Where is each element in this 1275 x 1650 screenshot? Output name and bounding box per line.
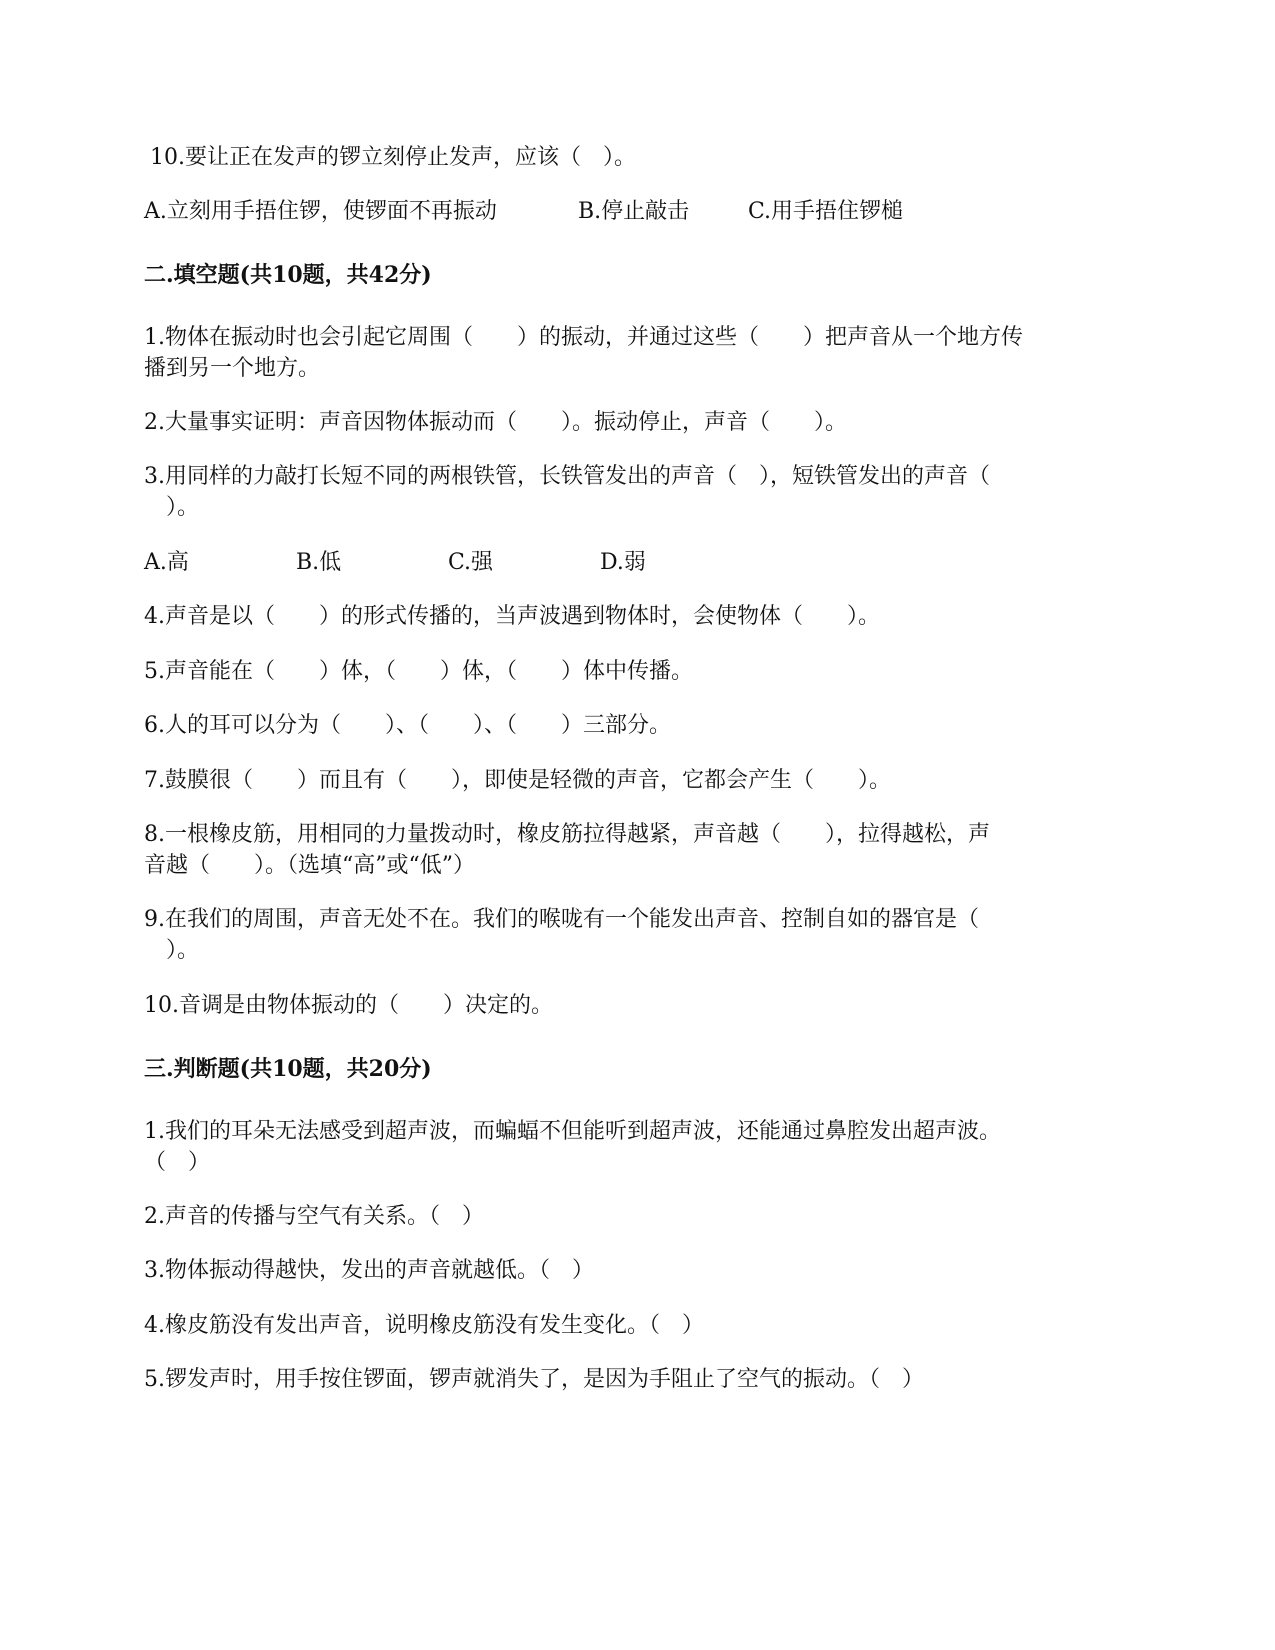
fill-q3-option-b: B.低 bbox=[296, 550, 342, 575]
fill-q4: 4.声音是以（ ）的形式传播的，当声波遇到物体时，会使物体（ ）。 bbox=[144, 604, 880, 629]
fill-q1-line1: 1.物体在振动时也会引起它周围（ ）的振动，并通过这些（ ）把声音从一个地方传 bbox=[144, 325, 1023, 350]
fill-q6: 6.人的耳可以分为（ ）、（ ）、（ ）三部分。 bbox=[144, 713, 671, 738]
judge-q5: 5.锣发声时，用手按住锣面，锣声就消失了，是因为手阻止了空气的振动。（ ） bbox=[144, 1367, 924, 1392]
fill-q9-line2: ）。 bbox=[144, 938, 200, 963]
fill-q10: 10.音调是由物体振动的（ ）决定的。 bbox=[144, 993, 553, 1018]
fill-q3-option-a: A.高 bbox=[144, 550, 189, 575]
fill-q8-line2: 音越（ ）。（选填“高”或“低”） bbox=[144, 853, 475, 878]
judge-q3: 3.物体振动得越快，发出的声音就越低。（ ） bbox=[144, 1258, 594, 1283]
exam-page bbox=[144, 0, 1130, 1650]
section-3-heading: 三.判断题(共10题，共20分) bbox=[144, 1056, 432, 1082]
section-2-heading: 二.填空题(共10题，共42分) bbox=[144, 262, 432, 288]
fill-q3-option-c: C.强 bbox=[448, 550, 494, 575]
option-c: C.用手捂住锣槌 bbox=[748, 199, 904, 224]
option-a: A.立刻用手捂住锣，使锣面不再振动 bbox=[144, 199, 497, 224]
fill-q5: 5.声音能在（ ）体，（ ）体，（ ）体中传播。 bbox=[144, 659, 693, 684]
judge-q1-line2: （ ） bbox=[144, 1150, 211, 1175]
judge-q1-line1: 1.我们的耳朵无法感受到超声波，而蝙蝠不但能听到超声波，还能通过鼻腔发出超声波。 bbox=[144, 1119, 1001, 1144]
fill-q1-line2: 播到另一个地方。 bbox=[144, 356, 321, 381]
judge-q4: 4.橡皮筋没有发出声音，说明橡皮筋没有发生变化。（ ） bbox=[144, 1313, 704, 1338]
judge-q2: 2.声音的传播与空气有关系。（ ） bbox=[144, 1204, 484, 1229]
fill-q2: 2.大量事实证明：声音因物体振动而（ ）。振动停止，声音（ ）。 bbox=[144, 410, 847, 435]
fill-q9-line1: 9.在我们的周围，声音无处不在。我们的喉咙有一个能发出声音、控制自如的器官是（ bbox=[144, 907, 979, 932]
fill-q3-line2: ）。 bbox=[144, 495, 200, 520]
question-10-choice: 10.要让正在发声的锣立刻停止发声，应该（ ）。 bbox=[150, 145, 636, 170]
fill-q8-line1: 8.一根橡皮筋，用相同的力量拨动时，橡皮筋拉得越紧，声音越（ ），拉得越松，声 bbox=[144, 822, 990, 847]
fill-q7: 7.鼓膜很（ ）而且有（ ），即使是轻微的声音，它都会产生（ ）。 bbox=[144, 768, 891, 793]
fill-q3-option-d: D.弱 bbox=[600, 550, 646, 575]
option-b: B.停止敲击 bbox=[578, 199, 690, 224]
fill-q3-line1: 3.用同样的力敲打长短不同的两根铁管，长铁管发出的声音（ ），短铁管发出的声音（ bbox=[144, 464, 990, 489]
